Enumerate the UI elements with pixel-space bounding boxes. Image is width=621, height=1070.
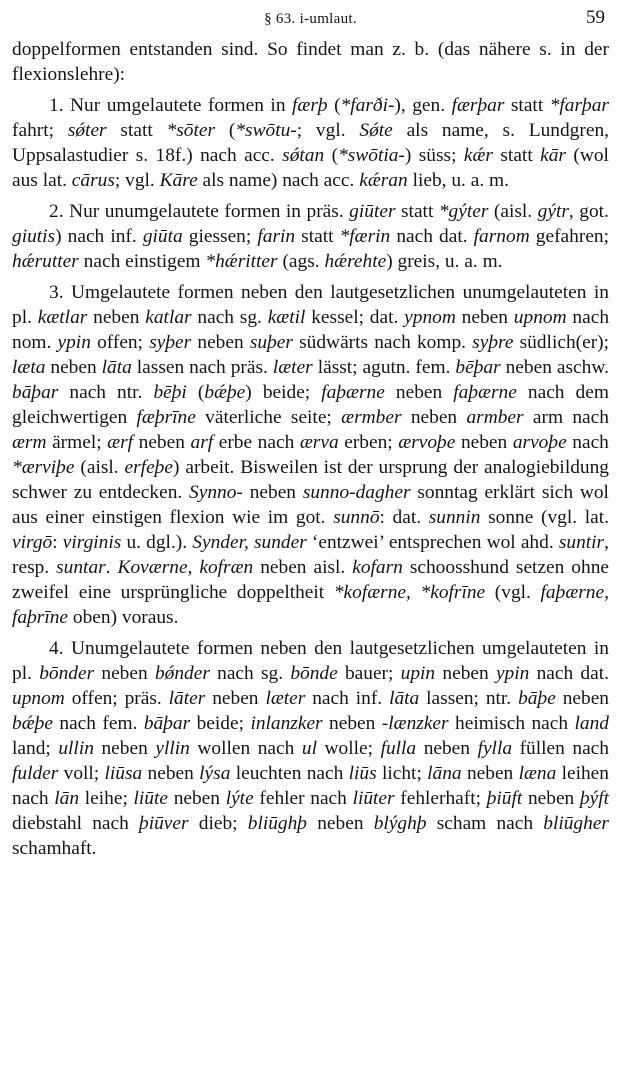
word-form: hǽrehte xyxy=(324,251,387,272)
word-form: bēþi xyxy=(153,382,187,403)
word-form: Kāre xyxy=(159,170,198,191)
text-run: neben xyxy=(460,432,508,453)
word-form: erfeþe xyxy=(124,457,173,478)
text-run: nach xyxy=(572,432,609,453)
text-run: lassen nach präs. xyxy=(136,357,268,378)
word-form: *swōtu- xyxy=(235,120,297,141)
text-run: neben xyxy=(423,738,470,759)
word-form: suntir xyxy=(558,532,605,553)
text-run: u. dgl.). xyxy=(126,532,188,553)
word-form: sǿtan xyxy=(282,145,325,166)
text-run: neben xyxy=(50,357,97,378)
paragraph-number: 3. xyxy=(49,282,64,303)
text-run: südwärts nach komp. xyxy=(299,332,466,353)
text-run: leihen nach xyxy=(12,763,609,809)
word-form: inlanzker xyxy=(250,713,323,734)
word-form: bōnder xyxy=(39,663,95,684)
text-run: schamhaft. xyxy=(12,838,97,859)
text-run: neben xyxy=(410,407,458,428)
word-form: ypin xyxy=(57,332,91,353)
text-run: Unumgelautete formen neben den lautgesetzlichen umgelauteten in pl. xyxy=(12,638,609,684)
text-run: ‘entzwei’ entsprechen wol ahd. xyxy=(311,532,554,553)
word-form: ærf xyxy=(107,432,134,453)
text-run: als name) nach acc. xyxy=(202,170,355,191)
word-form: *swōtia- xyxy=(338,145,405,166)
text-run: ) arbeit. Bisweilen ist der ursprung der analogiebildung schwer zu entdecken. xyxy=(12,457,609,503)
text-run: oben) voraus. xyxy=(72,607,179,628)
word-form: arvoþe xyxy=(512,432,567,453)
word-form: læna xyxy=(518,763,557,784)
word-form: ærm xyxy=(12,432,47,453)
word-form: lāta xyxy=(101,357,132,378)
text-run: (wol aus lat. xyxy=(12,145,609,191)
text-run: (vgl. xyxy=(494,582,531,603)
text-run: : xyxy=(52,532,58,553)
word-form: lýte xyxy=(225,788,254,809)
word-form: virginis xyxy=(62,532,122,553)
text-run: schoosshund setzen ohne zweifel eine ursprüngliche doppeltheit xyxy=(12,557,610,603)
text-run: fehler nach xyxy=(259,788,347,809)
word-form: læter xyxy=(272,357,313,378)
word-form: fæþrīne xyxy=(136,407,196,428)
paragraph-3 xyxy=(12,280,609,630)
text-run: : dat. xyxy=(379,507,422,528)
word-form: bǽþe xyxy=(204,382,246,403)
word-form: bōnde xyxy=(290,663,338,684)
word-form: bǽþe xyxy=(12,713,53,734)
word-form: kǽran xyxy=(359,170,408,191)
text-run: ( xyxy=(197,382,205,403)
text-run: ( xyxy=(228,120,236,141)
word-form: giūter xyxy=(349,201,396,222)
text-run: lieb, u. a. m. xyxy=(412,170,509,191)
text-run: ärmel; xyxy=(52,432,102,453)
word-form: Synno- xyxy=(189,482,243,503)
word-form: suþer xyxy=(249,332,293,353)
text-run: nach sg. xyxy=(197,307,262,328)
word-form: fulla xyxy=(380,738,417,759)
word-form: bāþe xyxy=(518,688,556,709)
text-run: statt xyxy=(401,201,434,222)
text-run: wolle; xyxy=(324,738,373,759)
text-run: statt xyxy=(510,95,544,116)
text-run: neben xyxy=(197,332,244,353)
text-run: neben xyxy=(442,663,489,684)
word-form: faþærne xyxy=(453,382,517,403)
text-run: giessen; xyxy=(188,226,252,247)
text-run: ), gen. xyxy=(394,95,446,116)
text-run: ; vgl. xyxy=(296,120,346,141)
text-run: dieb; xyxy=(198,813,238,834)
text-run: (aisl. xyxy=(80,457,119,478)
text-run: neben xyxy=(395,382,443,403)
word-form: kār xyxy=(540,145,566,166)
text-run: ( xyxy=(334,95,341,116)
text-run: heimisch nach xyxy=(455,713,569,734)
paragraph-number: 1. xyxy=(49,95,64,116)
word-form: sǿter xyxy=(67,120,107,141)
word-form: færþ xyxy=(292,95,328,116)
word-form: upnom xyxy=(513,307,567,328)
text-run: sonne (vgl. lat. xyxy=(488,507,609,528)
word-form: faþærne xyxy=(321,382,385,403)
word-form: sunnin xyxy=(428,507,481,528)
word-form: þiūver xyxy=(139,813,189,834)
text-run: leuchten nach xyxy=(235,763,344,784)
word-form: land xyxy=(574,713,609,734)
text-run: land; xyxy=(12,738,51,759)
text-run: doppelformen entstanden sind. So findet man z. b. (das nähere s. in der flexionslehre): xyxy=(12,39,609,85)
word-form: armber xyxy=(466,407,524,428)
text-run: neben xyxy=(461,307,508,328)
text-run: (aisl. xyxy=(493,201,533,222)
text-run: lässt; agutn. fem. xyxy=(317,357,451,378)
word-form: lāta xyxy=(389,688,420,709)
text-run: scham nach xyxy=(436,813,534,834)
text-run: neben xyxy=(562,688,610,709)
paragraph-number: 4. xyxy=(49,638,64,659)
word-form: *hǽritter xyxy=(205,251,278,272)
text-run: nach nom. xyxy=(12,307,610,353)
word-form: syþre xyxy=(472,332,514,353)
word-form: læta xyxy=(12,357,46,378)
text-run: neben xyxy=(527,788,575,809)
page-header xyxy=(12,5,609,37)
word-form: arf xyxy=(190,432,214,453)
word-form: sunnō xyxy=(333,507,380,528)
word-form: *farði- xyxy=(340,95,395,116)
text-run: nach dat. xyxy=(536,663,609,684)
word-form: ærva xyxy=(299,432,339,453)
word-form: farnom xyxy=(473,226,530,247)
text-run: als name, s. Lundgren, Uppsalastudier s. 18f.) nach acc. xyxy=(12,120,609,166)
text-run: , got. xyxy=(568,201,609,222)
word-form: bēþar xyxy=(455,357,501,378)
text-run: neben xyxy=(101,738,148,759)
word-form: ypin xyxy=(495,663,530,684)
word-form: færþar xyxy=(451,95,505,116)
word-form: yllin xyxy=(155,738,190,759)
word-form: kǽr xyxy=(463,145,493,166)
word-form: bliūgher xyxy=(543,813,609,834)
text-run: offen; xyxy=(97,332,144,353)
text-run: licht; xyxy=(381,763,422,784)
word-form: giutis xyxy=(12,226,56,247)
text-run: neben xyxy=(317,813,364,834)
word-form: Synder, sunder xyxy=(192,532,307,553)
word-form: lāter xyxy=(168,688,206,709)
text-run: ; vgl. xyxy=(114,170,155,191)
text-run: statt xyxy=(120,120,153,141)
word-form: *færin xyxy=(339,226,391,247)
text-run: . xyxy=(105,557,111,578)
text-run: diebstahl nach xyxy=(12,813,129,834)
text-run: gefahren; xyxy=(535,226,610,247)
word-form: bliūghþ xyxy=(247,813,308,834)
word-form: blýghþ xyxy=(373,813,427,834)
text-run: ) beide; xyxy=(245,382,311,403)
text-run: wollen nach xyxy=(197,738,295,759)
word-form: Sǿte xyxy=(359,120,393,141)
word-form: virgō xyxy=(12,532,53,553)
text-run: ) süss; xyxy=(404,145,457,166)
text-run: väterliche seite; xyxy=(205,407,332,428)
word-form: lýsa xyxy=(199,763,231,784)
word-form: liūte xyxy=(133,788,168,809)
word-form: kætlar xyxy=(37,307,88,328)
text-run: neben xyxy=(147,763,194,784)
word-form: lāna xyxy=(427,763,462,784)
word-form: cārus xyxy=(71,170,115,191)
text-run: neben aschw. xyxy=(505,357,609,378)
paragraph-1 xyxy=(12,93,609,193)
text-run: ) greis, u. a. m. xyxy=(386,251,503,272)
word-form: liūs xyxy=(348,763,377,784)
word-form: fulder xyxy=(12,763,59,784)
word-form: ullin xyxy=(58,738,94,759)
page-number: 59 xyxy=(586,7,605,28)
text-run: neben xyxy=(93,307,140,328)
word-form: kætil xyxy=(267,307,306,328)
text-run: neben xyxy=(101,663,148,684)
word-form: syþer xyxy=(149,332,192,353)
word-form: fylla xyxy=(477,738,513,759)
text-run: neben xyxy=(329,713,376,734)
word-form: bāþar xyxy=(143,713,191,734)
word-form: ærvoþe xyxy=(398,432,456,453)
word-form: upnom xyxy=(12,688,65,709)
text-run: nach ntr. xyxy=(69,382,143,403)
text-run: Nur umgelautete formen in xyxy=(70,95,286,116)
word-form: Koværne, kofræn xyxy=(117,557,254,578)
word-form: farin xyxy=(257,226,296,247)
text-run: neben xyxy=(173,788,220,809)
word-form: sunno-dagher xyxy=(302,482,411,503)
word-form: læter xyxy=(265,688,306,709)
word-form: bǿnder xyxy=(154,663,210,684)
text-run: nach einstigem xyxy=(83,251,201,272)
text-run: lassen; ntr. xyxy=(426,688,512,709)
word-form: ypnom xyxy=(404,307,456,328)
text-run: beide; xyxy=(196,713,244,734)
word-form: *farþar xyxy=(549,95,609,116)
text-run: nach dem gleichwertigen xyxy=(12,382,609,428)
word-form: *sōter xyxy=(166,120,216,141)
word-form: giūta xyxy=(142,226,183,247)
word-form: suntar xyxy=(56,557,106,578)
text-run: voll; xyxy=(63,763,100,784)
word-form: ærmber xyxy=(341,407,402,428)
word-form: faþærne, faþrīne xyxy=(12,582,609,628)
word-form: -lænzker xyxy=(381,713,449,734)
word-form: liūsa xyxy=(104,763,143,784)
text-run: statt xyxy=(301,226,334,247)
text-run: ) nach inf. xyxy=(55,226,137,247)
word-form: *kofærne, *kofrīne xyxy=(333,582,486,603)
word-form: kofarn xyxy=(352,557,403,578)
text-run: fahrt; xyxy=(12,120,54,141)
text-run: füllen nach xyxy=(519,738,609,759)
text-run: bauer; xyxy=(344,663,394,684)
text-run: nach fem. xyxy=(59,713,138,734)
text-run: neben xyxy=(212,688,259,709)
text-run: neben xyxy=(249,482,297,503)
word-form: lān xyxy=(54,788,80,809)
text-run: , resp. xyxy=(12,532,609,578)
text-run: neben xyxy=(466,763,514,784)
text-run: nach dat. xyxy=(396,226,468,247)
text-run: offen; präs. xyxy=(71,688,162,709)
paragraph-intro xyxy=(12,37,609,87)
word-form: ul xyxy=(301,738,317,759)
text-run: erben; xyxy=(344,432,393,453)
text-run: fehlerhaft; xyxy=(400,788,482,809)
word-form: þýft xyxy=(579,788,610,809)
word-form: þiūft xyxy=(486,788,523,809)
text-run: südlich(er); xyxy=(519,332,610,353)
paragraph-4 xyxy=(12,636,609,861)
text-run: sonntag erklärt sich wol aus einer einstigen flexion wie im got. xyxy=(12,482,609,528)
word-form: liūter xyxy=(352,788,395,809)
word-form: bāþar xyxy=(12,382,59,403)
text-run: nach sg. xyxy=(217,663,284,684)
text-run: ( xyxy=(331,145,339,166)
text-run: Umgelautete formen neben den lautgesetzlichen unumgelauteten in pl. xyxy=(12,282,609,328)
word-form: gýtr xyxy=(537,201,569,222)
text-run: erbe nach xyxy=(218,432,295,453)
text-run: arm nach xyxy=(532,407,609,428)
text-run: kessel; dat. xyxy=(311,307,399,328)
word-form: katlar xyxy=(145,307,192,328)
text-run: neben aisl. xyxy=(260,557,346,578)
text-run: statt xyxy=(500,145,533,166)
text-run: (ags. xyxy=(282,251,320,272)
word-form: *gýter xyxy=(438,201,489,222)
word-form: hǽrutter xyxy=(12,251,79,272)
text-run: leihe; xyxy=(84,788,128,809)
word-form: *ærviþe xyxy=(12,457,75,478)
running-head: § 63. i-umlaut. xyxy=(264,11,357,27)
word-form: upin xyxy=(400,663,436,684)
paragraph-2 xyxy=(12,199,609,274)
paragraph-number: 2. xyxy=(49,201,64,222)
text-run: neben xyxy=(138,432,185,453)
text-run: Nur unumgelautete formen in präs. xyxy=(69,201,344,222)
text-run: nach inf. xyxy=(312,688,383,709)
page-body xyxy=(12,37,609,861)
